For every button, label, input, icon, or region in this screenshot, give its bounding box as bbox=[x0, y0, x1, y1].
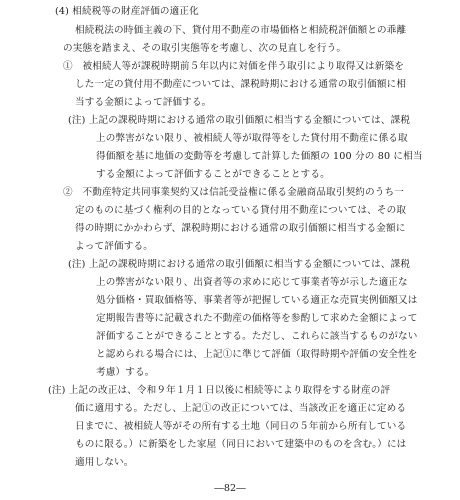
note-line: 評価することができることとする。ただし、これらに該当するものがない bbox=[96, 331, 418, 342]
item-2-line: 得の時期にかかわらず、課税時期における通常の取引価額に相当する金額に bbox=[75, 223, 406, 234]
section-heading: (4) 相続税等の財産評価の適正化 bbox=[55, 6, 199, 17]
note-line: 上の弊害がない限り、出資者等の求めに応じて事業者等が示した適正な bbox=[96, 277, 408, 288]
final-note-line: 適用しない。 bbox=[75, 457, 134, 468]
note-line: (注) 上記の課税時期における通常の取引価額に相当する金額については、課税 bbox=[68, 115, 411, 126]
paragraph-line: の実態を踏まえ、その取引実態等を考慮し、次の見直しを行う。 bbox=[63, 43, 347, 54]
note-line: 処分価格・買取価格等、事業者等が把握している適正な売買実例価額又は bbox=[96, 295, 418, 306]
note-line: 定期報告書等に記載された不動産の価格等を参酌して求めた金額によって bbox=[96, 313, 418, 324]
item-1-line: ① 被相続人等が課税時期前５年以内に対価を伴う取引により取得又は新築を bbox=[63, 61, 405, 72]
final-note-line: 日までに、被相続人等がその所有する土地（同日の５年前から所有している bbox=[75, 421, 407, 432]
final-note-line: (注) 上記の改正は、令和９年１月１日以後に相続等により取得をする財産の評 bbox=[48, 385, 391, 396]
item-2-line: 定のものに基づく権利の目的となっている貸付用不動産については、その取 bbox=[75, 205, 407, 216]
note-line: する金額によって評価することができることとする。 bbox=[96, 169, 330, 180]
item-1-line: 当する金額によって評価する。 bbox=[75, 97, 212, 108]
page-number: ―82― bbox=[214, 483, 246, 494]
paragraph-line: 相続税法の時価主義の下、貸付用不動産の市場価格と相続税評価額との乖離 bbox=[75, 25, 407, 36]
note-line: (注) 上記の課税時期における通常の取引価額に相当する金額については、課税 bbox=[68, 259, 411, 270]
note-line: 上の弊害がない限り、被相続人等が取得等をした貸付用不動産に係る取 bbox=[96, 133, 408, 144]
item-2-line: ② 不動産特定共同事業契約又は信託受益権に係る金融商品取引契約のうち一 bbox=[63, 187, 405, 198]
final-note-line: 価に適用する。ただし、上記①の改正については、当該改正を適正に定める bbox=[75, 403, 407, 414]
item-2-line: よって評価する。 bbox=[75, 241, 153, 252]
note-line: 得価額を基に地価の変動等を考慮して計算した価額の 100 分の 80 に相当 bbox=[96, 151, 423, 162]
note-line: と認められる場合には、上記①に準じて評価（取得時期や評価の安全性を bbox=[96, 349, 418, 360]
item-1-line: した一定の貸付用不動産については、課税時期における通常の取引価額に相 bbox=[75, 79, 407, 90]
note-line: 考慮）する。 bbox=[96, 367, 155, 378]
final-note-line: ものに限る。）に新築をした家屋（同日において建築中のものを含む。）には bbox=[75, 439, 407, 450]
